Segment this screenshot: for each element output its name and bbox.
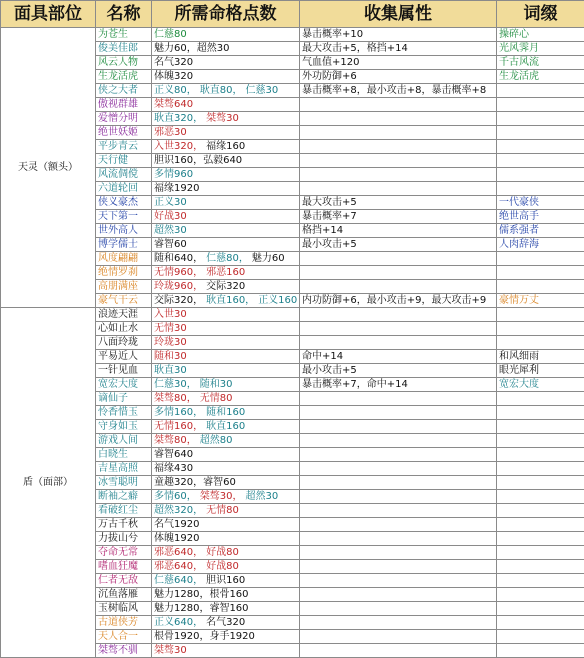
- required-point-item: 好战30: [154, 211, 187, 222]
- required-point-item: 睿智60: [154, 239, 187, 250]
- required-points-cell: [152, 616, 300, 630]
- name-cell: 浪迹天涯: [96, 308, 152, 322]
- required-point-item: 无情30: [154, 323, 187, 334]
- collect-attribute-cell: 暴击概率+10: [300, 28, 497, 42]
- affix-cell: [497, 448, 584, 462]
- collect-attribute-cell: [300, 392, 497, 406]
- required-points-cell: [152, 294, 300, 308]
- required-point-item: 玲珑960，: [154, 281, 203, 292]
- required-point-item: 桀骜80，: [154, 393, 197, 404]
- required-point-item: 仁慈30，: [154, 379, 197, 390]
- name-cell: 万古千秋: [96, 518, 152, 532]
- required-points-cell: [152, 630, 300, 644]
- required-points-cell: [152, 308, 300, 322]
- collect-attribute-cell: [300, 308, 497, 322]
- required-point-item: 随和30: [200, 379, 233, 390]
- required-points-cell: [152, 434, 300, 448]
- name-cell: 吉星高照: [96, 462, 152, 476]
- required-point-item: 桀骜80，: [154, 435, 197, 446]
- name-cell: 冰雪聪明: [96, 476, 152, 490]
- affix-cell: [497, 322, 584, 336]
- required-point-item: 超然80: [200, 435, 233, 446]
- required-point-item: 魅力60，超然30: [154, 43, 229, 54]
- required-points-cell: [152, 420, 300, 434]
- header-affix: 词缀: [497, 1, 584, 28]
- required-point-item: 童趣320，睿智60: [154, 477, 236, 488]
- required-point-item: 耿直30: [154, 365, 187, 376]
- required-points-cell: [152, 532, 300, 546]
- required-point-item: 好战80: [206, 561, 239, 572]
- name-cell: 生龙活虎: [96, 70, 152, 84]
- required-points-cell: [152, 56, 300, 70]
- affix-cell: [497, 280, 584, 294]
- required-points-cell: [152, 518, 300, 532]
- collect-attribute-cell: 气血值+120: [300, 56, 497, 70]
- collect-attribute-cell: [300, 280, 497, 294]
- collect-attribute-cell: [300, 490, 497, 504]
- header-collect-attribute: 收集属性: [300, 1, 497, 28]
- name-cell: 侠之大者: [96, 84, 152, 98]
- name-cell: 白晓生: [96, 448, 152, 462]
- affix-cell: [497, 112, 584, 126]
- header-name: 名称: [96, 1, 152, 28]
- required-points-cell: [152, 98, 300, 112]
- collect-attribute-cell: 命中+14: [300, 350, 497, 364]
- required-point-item: 好战80: [206, 547, 239, 558]
- required-points-cell: [152, 378, 300, 392]
- collect-attribute-cell: 暴击概率+8，最小攻击+8，暴击概率+8: [300, 84, 497, 98]
- required-points-cell: [152, 112, 300, 126]
- collect-attribute-cell: [300, 462, 497, 476]
- required-points-cell: [152, 490, 300, 504]
- affix-cell: [497, 602, 584, 616]
- required-points-cell: [152, 588, 300, 602]
- name-cell: 六道轮回: [96, 182, 152, 196]
- name-cell: 天人合一: [96, 630, 152, 644]
- affix-cell: [497, 126, 584, 140]
- required-points-cell: [152, 70, 300, 84]
- required-point-item: 无情80: [200, 393, 233, 404]
- name-cell: 断袖之癖: [96, 490, 152, 504]
- required-point-item: 邪恶30: [154, 127, 187, 138]
- collect-attribute-cell: 最小攻击+5: [300, 364, 497, 378]
- required-point-item: 桀骜30，: [200, 491, 243, 502]
- collect-attribute-cell: [300, 126, 497, 140]
- required-points-cell: [152, 84, 300, 98]
- name-cell: 风度翩翩: [96, 252, 152, 266]
- affix-cell: [497, 266, 584, 280]
- affix-cell: 眼光犀利: [497, 364, 584, 378]
- required-points-cell: [152, 392, 300, 406]
- mask-part-cell: 天灵（额头）: [1, 28, 96, 308]
- collect-attribute-cell: [300, 406, 497, 420]
- required-point-item: 入世320，: [154, 141, 203, 152]
- affix-cell: [497, 574, 584, 588]
- required-point-item: 玲珑30: [154, 337, 187, 348]
- collect-attribute-cell: [300, 434, 497, 448]
- affix-cell: [497, 252, 584, 266]
- affix-cell: [497, 616, 584, 630]
- collect-attribute-cell: [300, 322, 497, 336]
- name-cell: 看破红尘: [96, 504, 152, 518]
- required-point-item: 胆识160: [206, 575, 245, 586]
- collect-attribute-cell: [300, 252, 497, 266]
- required-points-cell: [152, 336, 300, 350]
- required-points-cell: [152, 350, 300, 364]
- required-point-item: 随和640，: [154, 253, 203, 264]
- affix-cell: [497, 560, 584, 574]
- affix-cell: [497, 476, 584, 490]
- required-point-item: 多情60，: [154, 491, 197, 502]
- required-point-item: 耿直160: [206, 421, 245, 432]
- affix-cell: 操碎心: [497, 28, 584, 42]
- name-cell: 风云人物: [96, 56, 152, 70]
- required-points-cell: [152, 476, 300, 490]
- header-mask-part: 面具部位: [1, 1, 96, 28]
- required-point-item: 名气320: [154, 57, 193, 68]
- required-points-cell: [152, 280, 300, 294]
- affix-cell: [497, 532, 584, 546]
- name-cell: 风流倜傥: [96, 168, 152, 182]
- required-point-item: 名气320: [206, 617, 245, 628]
- collect-attribute-cell: [300, 154, 497, 168]
- name-cell: 博学儒士: [96, 238, 152, 252]
- affix-cell: 宽宏大度: [497, 378, 584, 392]
- name-cell: 仁者无敌: [96, 574, 152, 588]
- collect-attribute-cell: [300, 602, 497, 616]
- collect-attribute-cell: [300, 560, 497, 574]
- required-point-item: 随和30: [154, 351, 187, 362]
- required-point-item: 体魄320: [154, 71, 193, 82]
- affix-cell: [497, 462, 584, 476]
- required-point-item: 桀骜30: [206, 113, 239, 124]
- required-point-item: 邪恶640，: [154, 547, 203, 558]
- required-point-item: 无情960，: [154, 267, 203, 278]
- affix-cell: 光风霁月: [497, 42, 584, 56]
- required-points-cell: [152, 154, 300, 168]
- affix-cell: 豪情万丈: [497, 294, 584, 308]
- name-cell: 俊美佳郎: [96, 42, 152, 56]
- affix-cell: [497, 434, 584, 448]
- required-point-item: 胆识160，弘毅640: [154, 155, 242, 166]
- table-row: [1, 308, 584, 322]
- required-points-cell: [152, 602, 300, 616]
- required-point-item: 魅力1280，根骨160: [154, 589, 249, 600]
- collect-attribute-cell: [300, 266, 497, 280]
- required-points-cell: [152, 210, 300, 224]
- required-points-cell: [152, 238, 300, 252]
- required-points-cell: [152, 126, 300, 140]
- required-point-item: 仁慈80: [154, 29, 187, 40]
- required-points-cell: [152, 140, 300, 154]
- required-point-item: 根骨1920，身手1920: [154, 631, 255, 642]
- affix-cell: [497, 518, 584, 532]
- required-point-item: 福缘160: [206, 141, 245, 152]
- required-point-item: 桀骜640: [154, 99, 193, 110]
- name-cell: 世外高人: [96, 224, 152, 238]
- name-cell: 力拔山兮: [96, 532, 152, 546]
- collect-attribute-cell: [300, 182, 497, 196]
- required-points-cell: [152, 574, 300, 588]
- required-points-cell: [152, 168, 300, 182]
- name-cell: 守身如玉: [96, 420, 152, 434]
- affix-cell: [497, 308, 584, 322]
- affix-cell: [497, 154, 584, 168]
- required-points-cell: [152, 266, 300, 280]
- required-point-item: 超然320，: [154, 505, 203, 516]
- affix-cell: [497, 406, 584, 420]
- name-cell: 一针见血: [96, 364, 152, 378]
- affix-cell: [497, 84, 584, 98]
- collect-attribute-cell: [300, 504, 497, 518]
- required-point-item: 仁慈30: [245, 85, 278, 96]
- collect-attribute-cell: 暴击概率+7: [300, 210, 497, 224]
- name-cell: 谪仙子: [96, 392, 152, 406]
- required-point-item: 耿直80，: [200, 85, 243, 96]
- required-point-item: 无情80: [206, 505, 239, 516]
- name-cell: 侠义豪杰: [96, 196, 152, 210]
- table-row: [1, 28, 584, 42]
- affix-cell: 一代豪侠: [497, 196, 584, 210]
- required-point-item: 交际320: [206, 281, 245, 292]
- collect-attribute-cell: [300, 168, 497, 182]
- affix-cell: [497, 336, 584, 350]
- affix-cell: [497, 588, 584, 602]
- header-required-points: 所需命格点数: [152, 1, 300, 28]
- required-point-item: 超然30: [245, 491, 278, 502]
- name-cell: 沉鱼落雁: [96, 588, 152, 602]
- required-point-item: 桀骜30: [154, 645, 187, 656]
- collect-attribute-cell: 最小攻击+5: [300, 238, 497, 252]
- name-cell: 怜香惜玉: [96, 406, 152, 420]
- affix-cell: [497, 392, 584, 406]
- name-cell: 桀骜不驯: [96, 644, 152, 658]
- affix-cell: 绝世高手: [497, 210, 584, 224]
- required-point-item: 无情160，: [154, 421, 203, 432]
- collect-attribute-cell: [300, 98, 497, 112]
- required-point-item: 耿直320，: [154, 113, 203, 124]
- name-cell: 豪气干云: [96, 294, 152, 308]
- mask-part-cell: 盾（面部）: [1, 308, 96, 658]
- collect-attribute-cell: 最大攻击+5: [300, 196, 497, 210]
- required-points-cell: [152, 252, 300, 266]
- affix-cell: 人肉辞海: [497, 238, 584, 252]
- required-point-item: 睿智640: [154, 449, 193, 460]
- required-points-cell: [152, 406, 300, 420]
- required-point-item: 多情960: [154, 169, 193, 180]
- name-cell: 夺命无常: [96, 546, 152, 560]
- affix-cell: 生龙活虎: [497, 70, 584, 84]
- collect-attribute-cell: [300, 574, 497, 588]
- name-cell: 平易近人: [96, 350, 152, 364]
- required-points-cell: [152, 462, 300, 476]
- required-points-cell: [152, 546, 300, 560]
- collect-attribute-cell: [300, 532, 497, 546]
- collect-attribute-cell: [300, 588, 497, 602]
- affix-cell: [497, 546, 584, 560]
- name-cell: 傲视群雄: [96, 98, 152, 112]
- name-cell: 绝情罗刹: [96, 266, 152, 280]
- name-cell: 绝世妖姬: [96, 126, 152, 140]
- required-points-cell: [152, 504, 300, 518]
- table-body: [1, 28, 584, 658]
- required-point-item: 仁慈640，: [154, 575, 203, 586]
- name-cell: 天行健: [96, 154, 152, 168]
- required-point-item: 魅力1280，睿智160: [154, 603, 249, 614]
- required-point-item: 邪恶160: [206, 267, 245, 278]
- name-cell: 玉树临风: [96, 602, 152, 616]
- collect-attribute-cell: [300, 112, 497, 126]
- name-cell: 高朋满座: [96, 280, 152, 294]
- collect-attribute-cell: 最大攻击+5，格挡+14: [300, 42, 497, 56]
- collect-attribute-cell: [300, 616, 497, 630]
- required-point-item: 邪恶640，: [154, 561, 203, 572]
- required-point-item: 耿直160，: [206, 295, 255, 306]
- required-point-item: 福缘430: [154, 463, 193, 474]
- required-points-cell: [152, 560, 300, 574]
- required-point-item: 入世30: [154, 309, 187, 320]
- required-point-item: 仁慈80，: [206, 253, 249, 264]
- collect-attribute-cell: 暴击概率+7，命中+14: [300, 378, 497, 392]
- collect-attribute-cell: [300, 546, 497, 560]
- required-point-item: 魅力60: [252, 253, 285, 264]
- name-cell: 天下第一: [96, 210, 152, 224]
- name-cell: 宽宏大度: [96, 378, 152, 392]
- name-cell: 爱憎分明: [96, 112, 152, 126]
- required-point-item: 多情160，: [154, 407, 203, 418]
- affix-cell: [497, 504, 584, 518]
- collect-attribute-cell: [300, 518, 497, 532]
- collect-attribute-cell: [300, 336, 497, 350]
- required-points-cell: [152, 644, 300, 658]
- collect-attribute-cell: [300, 476, 497, 490]
- affix-cell: [497, 168, 584, 182]
- collect-attribute-cell: 格挡+14: [300, 224, 497, 238]
- affix-cell: [497, 644, 584, 658]
- collect-attribute-cell: 外功防御+6: [300, 70, 497, 84]
- name-cell: 嗜血狂魔: [96, 560, 152, 574]
- name-cell: 八面玲珑: [96, 336, 152, 350]
- table-header-row: [1, 1, 584, 28]
- required-point-item: 正义160: [258, 295, 297, 306]
- collect-attribute-cell: [300, 630, 497, 644]
- affix-cell: [497, 420, 584, 434]
- required-points-cell: [152, 322, 300, 336]
- required-points-cell: [152, 42, 300, 56]
- required-points-cell: [152, 28, 300, 42]
- collect-attribute-cell: [300, 448, 497, 462]
- required-point-item: 交际320，: [154, 295, 203, 306]
- affix-cell: [497, 140, 584, 154]
- name-cell: 游戏人间: [96, 434, 152, 448]
- required-points-cell: [152, 196, 300, 210]
- affix-cell: 千古风流: [497, 56, 584, 70]
- name-cell: 为苍生: [96, 28, 152, 42]
- required-point-item: 随和160: [206, 407, 245, 418]
- required-points-cell: [152, 182, 300, 196]
- affix-cell: 儒系强者: [497, 224, 584, 238]
- name-cell: 心如止水: [96, 322, 152, 336]
- affix-cell: [497, 630, 584, 644]
- required-points-cell: [152, 224, 300, 238]
- required-point-item: 超然30: [154, 225, 187, 236]
- collect-attribute-cell: [300, 420, 497, 434]
- affix-cell: [497, 182, 584, 196]
- required-point-item: 福缘1920: [154, 183, 199, 194]
- required-points-cell: [152, 448, 300, 462]
- collect-attribute-cell: [300, 644, 497, 658]
- required-point-item: 正义30: [154, 197, 187, 208]
- affix-cell: [497, 490, 584, 504]
- required-point-item: 名气1920: [154, 519, 199, 530]
- collect-attribute-cell: 内功防御+6，最小攻击+9，最大攻击+9: [300, 294, 497, 308]
- required-point-item: 体魄1920: [154, 533, 199, 544]
- name-cell: 平步青云: [96, 140, 152, 154]
- affix-cell: [497, 98, 584, 112]
- required-point-item: 正义80，: [154, 85, 197, 96]
- name-cell: 古道侠芳: [96, 616, 152, 630]
- required-point-item: 正义640，: [154, 617, 203, 628]
- collect-attribute-cell: [300, 140, 497, 154]
- required-points-cell: [152, 364, 300, 378]
- affix-cell: 和风细雨: [497, 350, 584, 364]
